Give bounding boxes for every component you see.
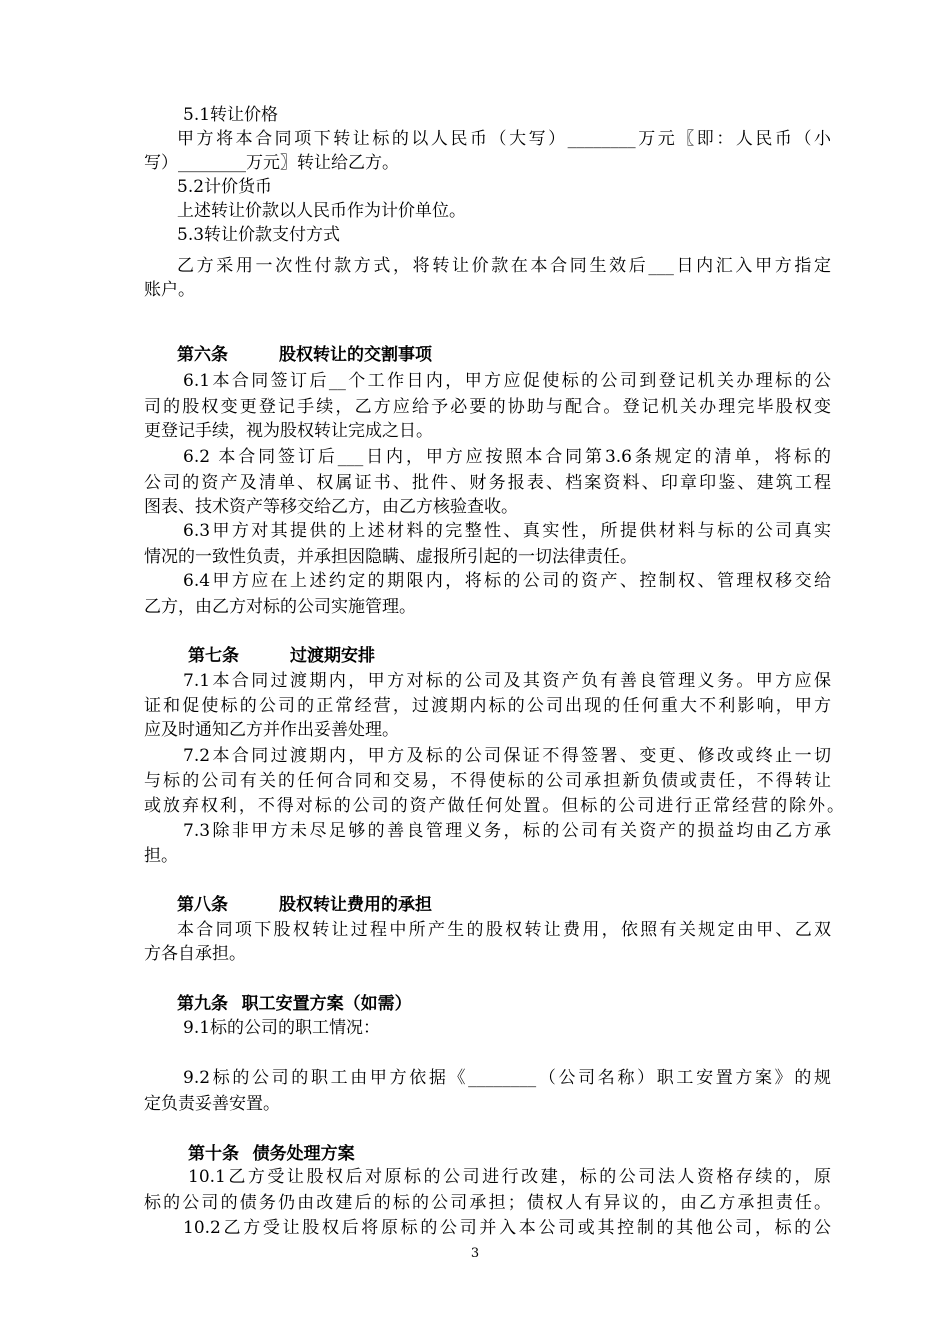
article-title: 股权转让费用的承担 <box>279 895 432 915</box>
paragraph-line: 标的公司的债务仍由改建后的标的公司承担；债权人有异议的，由乙方承担责任。 <box>144 1193 831 1213</box>
paragraph-line: 账户。 <box>144 280 195 300</box>
article-number: 第七条 <box>188 646 239 666</box>
paragraph-line: 7.3除非甲方未尽足够的善良管理义务，标的公司有关资产的损益均由乙方承 <box>183 821 831 841</box>
article-8-heading <box>177 893 432 917</box>
paragraph-line: 7.1本合同过渡期内，甲方对标的公司及其资产负有善良管理义务。甲方应保 <box>183 671 831 691</box>
paragraph-line: 更登记手续，视为股权转让完成之日。 <box>144 421 433 441</box>
paragraph-line: 方各自承担。 <box>144 944 246 964</box>
article-title: 股权转让的交割事项 <box>279 345 432 365</box>
paragraph-line: 或放弃权利，不得对标的公司的资产做任何处置。但标的公司进行正常经营的除外。 <box>144 796 844 816</box>
paragraph-line: 甲方将本合同项下转让标的以人民币（大写）________万元〖即：人民币（小 <box>177 129 831 149</box>
paragraph-line: 6.1本合同签订后__个工作日内，甲方应促使标的公司到登记机关办理标的公 <box>183 371 831 391</box>
paragraph-line: 10.2乙方受让股权后将原标的公司并入本公司或其控制的其他公司，标的公 <box>183 1218 831 1238</box>
paragraph-line: 定负责妥善安置。 <box>144 1094 280 1114</box>
paragraph-line: 乙方，由乙方对标的公司实施管理。 <box>144 597 416 617</box>
article-title: 债务处理方案 <box>252 1144 355 1164</box>
subclause-5-2-heading: 5.2计价货币 <box>177 177 273 197</box>
page-number: 3 <box>470 1246 480 1261</box>
paragraph-line: 写）________万元〗转让给乙方。 <box>144 153 399 173</box>
paragraph-line: 10.1乙方受让股权后对原标的公司进行改建，标的公司法人资格存续的，原 <box>188 1167 831 1187</box>
paragraph-line: 担。 <box>144 846 178 866</box>
article-7-heading <box>188 644 375 668</box>
article-title: 职工安置方案（如需） <box>241 994 412 1014</box>
paragraph-line: 公司的资产及清单、权属证书、批件、财务报表、档案资料、印章印鉴、建筑工程 <box>144 473 831 493</box>
article-number: 第十条 <box>188 1144 239 1164</box>
subclause-5-1-heading: 5.1转让价格 <box>183 105 279 125</box>
article-number: 第九条 <box>177 994 228 1014</box>
article-title: 过渡期安排 <box>290 646 375 666</box>
paragraph-line: 与标的公司有关的任何合同和交易，不得使标的公司承担新负债或责任，不得转让 <box>144 771 831 791</box>
paragraph-line: 上述转让价款以人民币作为计价单位。 <box>177 201 466 221</box>
paragraph-line: 6.2 本合同签订后___日内，甲方应按照本合同第3.6条规定的清单，将标的 <box>183 447 831 467</box>
paragraph-line: 图表、技术资产等移交给乙方，由乙方核验查收。 <box>144 497 518 517</box>
paragraph-line: 应及时通知乙方并作出妥善处理。 <box>144 720 399 740</box>
paragraph-line: 本合同项下股权转让过程中所产生的股权转让费用，依照有关规定由甲、乙双 <box>177 920 831 940</box>
paragraph-line: 证和促使标的公司的正常经营，过渡期内标的公司出现的任何重大不利影响，甲方 <box>144 696 831 716</box>
article-number: 第八条 <box>177 895 228 915</box>
paragraph-line: 6.3甲方对其提供的上述材料的完整性、真实性，所提供材料与标的公司真实 <box>183 521 831 541</box>
paragraph-line: 6.4甲方应在上述约定的期限内，将标的公司的资产、控制权、管理权移交给 <box>183 571 831 591</box>
paragraph-line: 9.1标的公司的职工情况： <box>183 1018 381 1038</box>
paragraph-line: 乙方采用一次性付款方式，将转让价款在本合同生效后___日内汇入甲方指定 <box>177 256 831 276</box>
article-9-heading <box>177 992 412 1016</box>
paragraph-line: 7.2本合同过渡期内，甲方及标的公司保证不得签署、变更、修改或终止一切 <box>183 746 831 766</box>
article-6-heading <box>177 343 432 367</box>
subclause-5-3-heading: 5.3转让价款支付方式 <box>177 225 341 245</box>
paragraph-line: 司的股权变更登记手续，乙方应给予必要的协助与配合。登记机关办理完毕股权变 <box>144 397 831 417</box>
paragraph-line: 情况的一致性负责，并承担因隐瞒、虚报所引起的一切法律责任。 <box>144 547 637 567</box>
article-number: 第六条 <box>177 345 228 365</box>
paragraph-line: 9.2标的公司的职工由甲方依据《________（公司名称）职工安置方案》的规 <box>183 1068 831 1088</box>
article-10-heading <box>188 1142 355 1166</box>
